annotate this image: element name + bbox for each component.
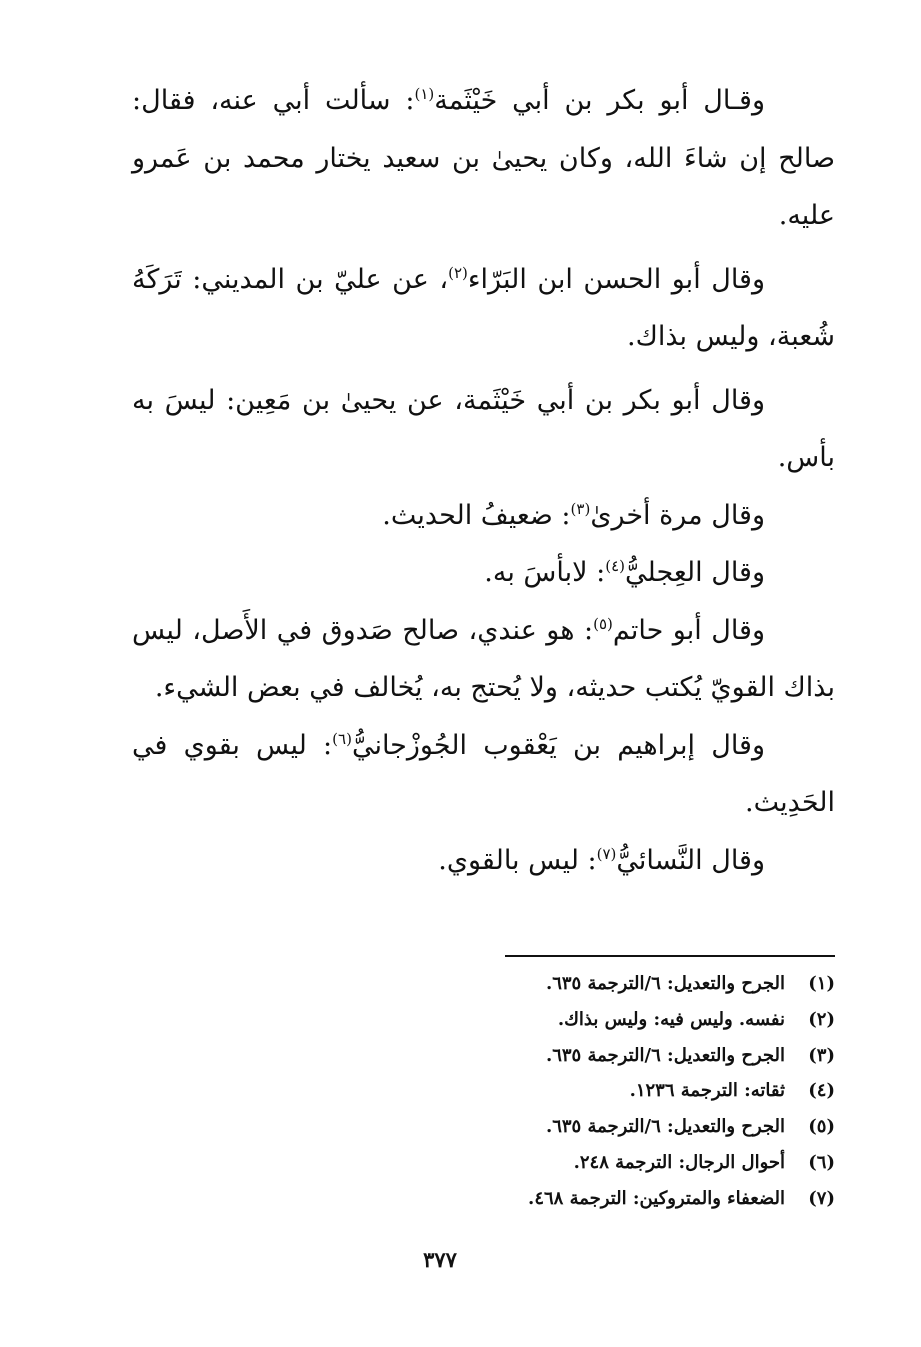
paragraph-7: وقال إبراهيم بن يَعْقوب الجُوزْجانيُّ$^{(٦)}$: ليس بقوي في الحَدِيث. [132, 729, 835, 818]
footnote-7 [300, 1181, 835, 1217]
footnote-4 [300, 1073, 835, 1109]
footnote-divider [505, 955, 835, 957]
page-number: ٣٧٧ [423, 1247, 457, 1272]
paragraph-2: وقال أبو الحسن ابن البَرّاء$^{(٢)}$، عن عليّ بن المديني: تَرَكَهُ شُعبة، وليس بذاك. [132, 263, 835, 352]
paragraph-8: وقال النَّسائيُّ$^{(٧)}$: ليس بالقوي. [438, 844, 765, 876]
footnote-marker: (٢) [448, 263, 468, 282]
footnote-marker: (٤) [605, 557, 625, 575]
footnote-text: الضعفاء والمتروكين: الترجمة ٤٦٨. [528, 1187, 785, 1209]
footnote-marker: (١) [414, 85, 435, 103]
paragraph-4: وقال مرة أخرىٰ$^{(٣)}$: ضعيفُ الحديث. [382, 499, 765, 531]
footnote-text: الجرح والتعديل: ٦/الترجمة ٦٣٥. [545, 1116, 785, 1138]
footnote-5 [300, 1109, 835, 1145]
footnote-1 [300, 966, 835, 1002]
footnote-6 [300, 1145, 835, 1181]
paragraph-5: وقال العِجليُّ$^{(٤)}$: لابأسَ به. [484, 557, 765, 588]
footnotes [300, 966, 835, 1217]
paragraph-1: وقـال أبو بكر بن أبي خَيْثَمة$^{(١)}$: سألت أبي عنه، فقال: صالح إن شاءَ الله، وكان يحيىٰ بن سعيد يختار محمد بن عَمرو عليه. [132, 85, 835, 231]
footnote-2 [300, 1002, 835, 1038]
paragraph-3: وقال أبو بكر بن أبي خَيْثَمة، عن يحيىٰ بن مَعِين: ليسَ به بأس. [132, 384, 835, 473]
main-text [132, 72, 835, 889]
footnote-marker: (٣) [570, 499, 591, 518]
footnote-text: ثقاته: الترجمة ١٢٣٦. [629, 1080, 785, 1102]
footnote-number: (٧) [808, 1187, 835, 1209]
footnote-marker: (٧) [596, 844, 617, 863]
footnote-number: (١) [808, 973, 835, 994]
footnote-3 [300, 1038, 835, 1074]
footnote-text: الجرح والتعديل: ٦/الترجمة ٦٣٥. [545, 973, 785, 994]
footnote-text: أحوال الرجال: الترجمة ٢٤٨. [573, 1151, 785, 1173]
footnote-text: الجرح والتعديل: ٦/الترجمة ٦٣٥. [545, 1044, 785, 1066]
footnote-number: (٥) [808, 1116, 835, 1138]
footnote-text: نفسه. وليس فيه: وليس بذاك. [557, 1008, 785, 1030]
footnote-number: (٢) [808, 1008, 835, 1030]
footnote-number: (٣) [808, 1044, 835, 1066]
paragraph-6: وقال أبو حاتم$^{(٥)}$: هو عندي، صالح صَدوق في الأَصل، ليس بذاك القويّ يُكتب حديثه، ولا يُحتج به، يُخالف في بعض الشيء. [132, 614, 835, 703]
footnote-number: (٤) [808, 1080, 835, 1102]
footnote-marker: (٥) [593, 614, 613, 633]
footnote-marker: (٦) [332, 729, 352, 748]
footnote-number: (٦) [808, 1151, 835, 1173]
